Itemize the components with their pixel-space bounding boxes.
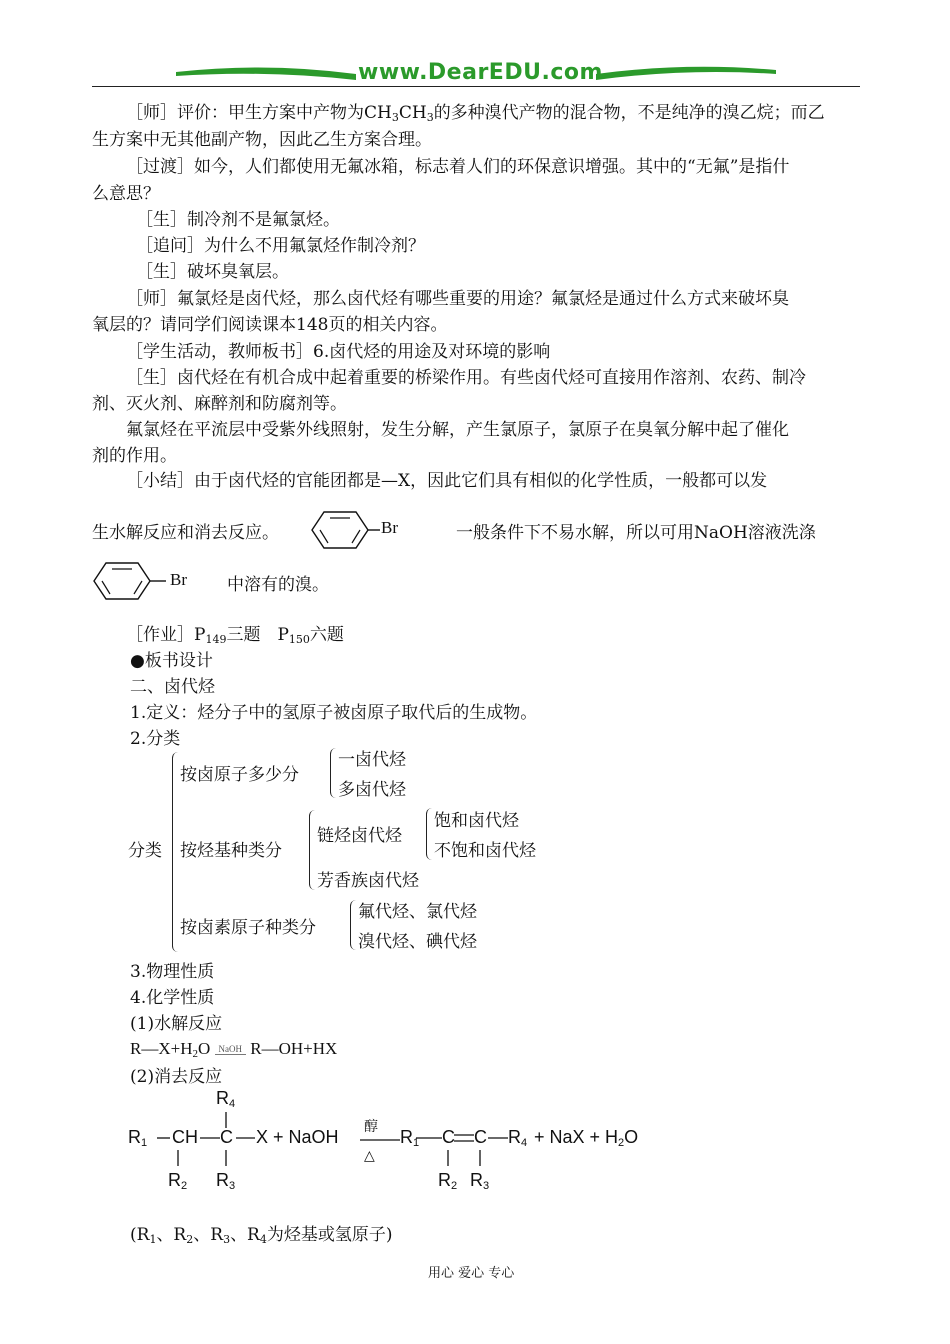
paragraph-bromine: 中溶有的溴。 [227, 575, 329, 595]
board-definition: 1.定义：烃分子中的氢原子被卤原子取代后的生成物。 [130, 703, 538, 723]
board-title: ●板书设计 [130, 651, 213, 671]
brace-chain [426, 808, 433, 860]
tree-leaf-poly: 多卤代烃 [338, 780, 406, 800]
paragraph-transition: ［过渡］如今，人们都使用无氟冰箱，标志着人们的环保意识增强。其中的“无氟”是指什 [126, 157, 790, 177]
eq2-r3: $R_3$ [216, 1170, 236, 1192]
brace-halogen [350, 900, 357, 950]
tree-branch-hydrocarbon: 按烃基种类分 [180, 841, 282, 861]
eq2-rhs-r4: $R_4$ [508, 1127, 528, 1149]
tree-leaf-br-i: 溴代烃、碘代烃 [358, 932, 477, 952]
paragraph-teacher-cont: 氧层的？请同学们阅读课本148页的相关内容。 [92, 315, 448, 335]
paragraph-eval-cont: 生方案中无其他副产物，因此乙生方案合理。 [92, 130, 432, 150]
reaction-elimination-title: (2)消去反应 [130, 1067, 223, 1087]
eq2-rhs-r2: $R_2$ [438, 1170, 458, 1192]
tree-branch-halogen: 按卤素原子种类分 [180, 918, 316, 938]
paragraph-uses-cont: 剂、灭火剂、麻醉剂和防腐剂等。 [92, 394, 347, 414]
brace-hydrocarbon [309, 810, 316, 890]
tree-root: 分类 [128, 841, 162, 861]
tree-branch-count: 按卤原子多少分 [180, 765, 299, 785]
header-rule [92, 86, 860, 87]
tree-leaf-saturated: 饱和卤代烃 [434, 811, 519, 831]
site-logo-text: www.DearEDU.com [358, 60, 603, 85]
brace-count [330, 748, 337, 798]
eq2-c: C [220, 1127, 233, 1147]
board-physical: 3.物理性质 [130, 962, 215, 982]
paragraph-transition-cont: 么意思？ [92, 184, 160, 204]
br-label-2: Br [170, 570, 187, 589]
paragraph-question: ［追问］为什么不用氟氯烃作制冷剂？ [136, 236, 425, 256]
eq2-r4-top: $R_4$ [216, 1088, 236, 1110]
tree-leaf-mono: 一卤代烃 [338, 750, 406, 770]
paragraph-summary-cont-2: 一般条件下不易水解，所以可用NaOH溶液洗涤 [456, 523, 816, 543]
eq2-r2: $R_2$ [168, 1170, 188, 1192]
paragraph-summary: ［小结］由于卤代烃的官能团都是—X，因此它们具有相似的化学性质，一般都可以发 [126, 471, 768, 491]
eq2-r1: $R_1$ [128, 1127, 148, 1149]
bromobenzene-structure-2 [90, 556, 210, 606]
paragraph-teacher: ［师］氟氯烃是卤代烃，那么卤代烃有哪些重要的用途？氟氯烃是通过什么方式来破坏臭 [126, 289, 789, 309]
paragraph-uses: ［生］卤代烃在有机合成中起着重要的桥梁作用。有些卤代烃可直接用作溶剂、农药、制冷 [126, 368, 806, 388]
page-footer: 用心 爱心 专心 [428, 1266, 515, 1281]
eq2-ch: CH [172, 1127, 198, 1147]
board-classification: 2.分类 [130, 729, 181, 749]
eq2-cond-alcohol: 醇 [364, 1119, 378, 1135]
reaction-hydrolysis-title: (1)水解反应 [130, 1014, 223, 1034]
paragraph-ozone-cont: 剂的作用。 [92, 446, 177, 466]
tree-leaf-f-cl: 氟代烃、氯代烃 [358, 902, 477, 922]
eq2-products: + NaX + $H_2O$ [534, 1127, 639, 1149]
paragraph-activity: ［学生活动，教师板书］6.卤代烃的用途及对环境的影响 [126, 342, 551, 362]
paragraph-student-2: ［生］破坏臭氧层。 [136, 262, 289, 282]
tree-leaf-chain: 链烃卤代烃 [317, 826, 402, 846]
tree-leaf-aromatic: 芳香族卤代烃 [317, 871, 419, 891]
tree-leaf-unsaturated: 不饱和卤代烃 [434, 841, 536, 861]
board-chemical: 4.化学性质 [130, 988, 215, 1008]
elimination-note: ($R_1$、$R_2$、$R_3$、$R_4$为烃基或氢原子) [130, 1225, 393, 1246]
bromobenzene-structure [300, 505, 420, 555]
hydrolysis-equation: $R—X+H_2O$ NaOH R—OH+HX [130, 1039, 338, 1060]
paragraph-summary-cont: 生水解反应和消去反应。 [92, 523, 279, 543]
eq2-rhs-c1: C [442, 1127, 455, 1147]
eq2-rhs-r3: $R_3$ [470, 1170, 490, 1192]
board-heading: 二、卤代烃 [130, 677, 215, 697]
paragraph-student-1: ［生］制冷剂不是氟氯烃。 [136, 210, 340, 230]
br-label-1: Br [381, 518, 398, 537]
eq2-rhs-c2: C [474, 1127, 487, 1147]
paragraph-ozone: 氟氯烃在平流层中受紫外线照射，发生分解，产生氯原子，氯原子在臭氧分解中起了催化 [126, 420, 789, 440]
eq2-x-naoh: X + NaOH [256, 1127, 339, 1147]
paragraph-eval: ［师］评价：甲生方案中产物为$CH_3CH_3$的多种溴代产物的混合物，不是纯净的溴乙烷；而乙 [126, 103, 825, 124]
eq2-rhs-r1: $R_1$ [400, 1127, 420, 1149]
eq2-cond-heat: △ [364, 1148, 375, 1164]
homework-line: ［作业$]P_{149}$三题 $P_{150}$六题 [126, 625, 344, 646]
